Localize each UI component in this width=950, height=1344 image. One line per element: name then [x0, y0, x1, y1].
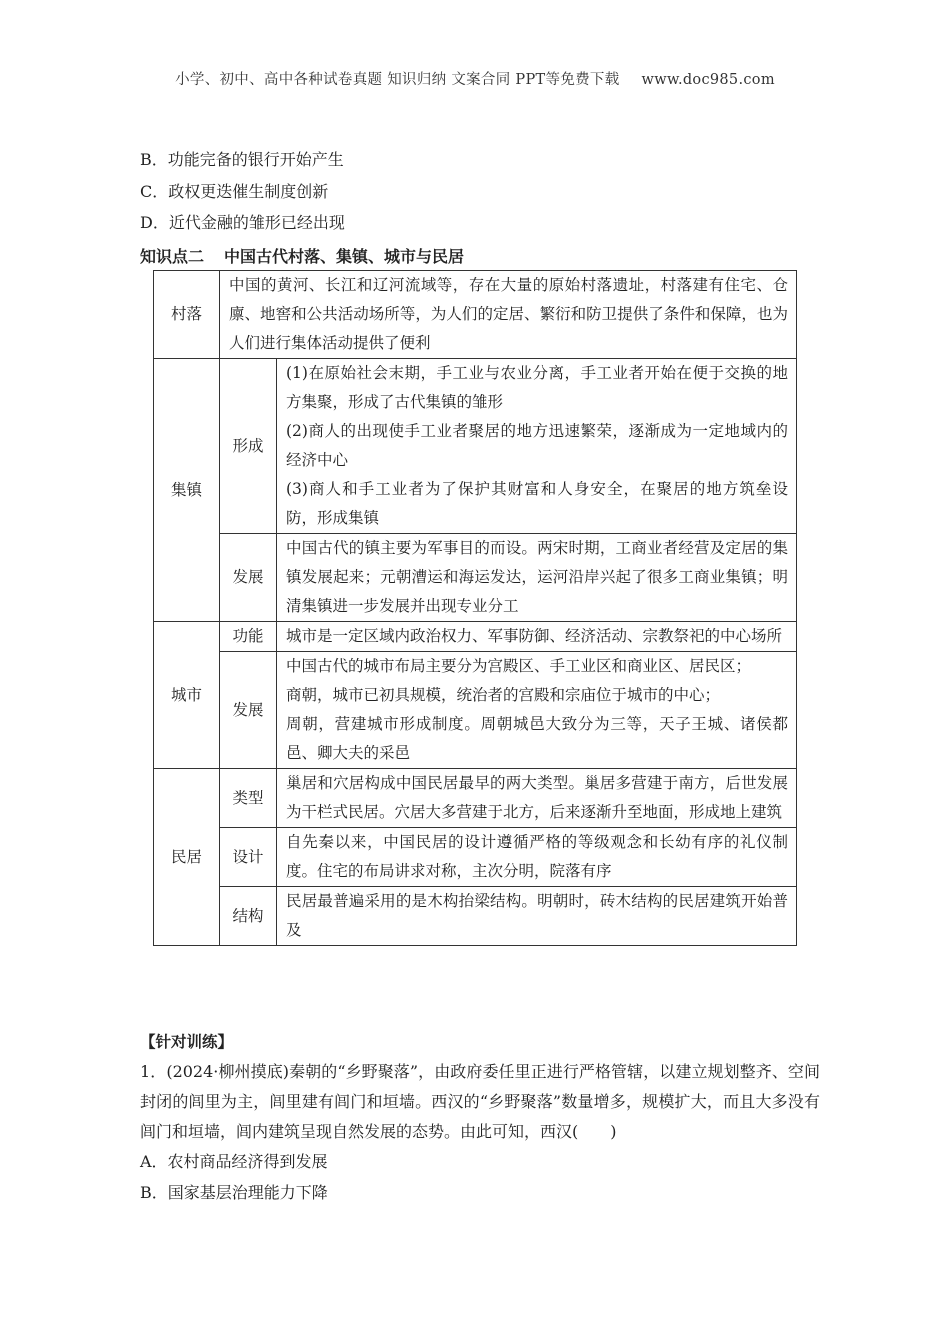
knowledge-table: [153, 270, 797, 946]
option-b-prev: B．功能完备的银行开始产生: [140, 150, 344, 169]
subcategory-cell: 功能: [220, 622, 277, 652]
section-label: 知识点二: [140, 247, 205, 266]
table-row: [154, 769, 797, 828]
content-paragraph: (1)在原始社会末期，手工业与农业分离，手工业者开始在便于交换的地方集聚，形成了古代集镇的雏形: [286, 364, 788, 411]
content-cell: [277, 652, 797, 769]
content-paragraph: 周朝，营建城市形成制度。周朝城邑大致分为三等，天子王城、诸侯都邑、卿大夫的采邑: [286, 715, 788, 762]
subcategory-cell: 发展: [220, 534, 277, 622]
subcategory-cell: 结构: [220, 887, 277, 946]
section-title: [140, 244, 464, 267]
table-row: [154, 828, 797, 887]
category-cell: 民居: [154, 769, 220, 946]
section-heading: 中国古代村落、集镇、城市与民居: [224, 247, 465, 266]
content-paragraph: (3)商人和手工业者为了保护其财富和人身安全，在聚居的地方筑垒设防，形成集镇: [286, 480, 788, 527]
content-cell: [277, 359, 797, 534]
practice-title: 【针对训练】: [140, 1032, 234, 1051]
table-row: [154, 622, 797, 652]
content-cell: 中国的黄河、长江和辽河流域等，存在大量的原始村落遗址，村落建有住宅、仓廪、地窖和公共活动场所等，为人们的定居、繁衍和防卫提供了条件和保障，也为人们进行集体活动提供了便利: [220, 271, 797, 359]
option-a: A．农村商品经济得到发展: [140, 1152, 328, 1171]
content-cell: 自先秦以来，中国民居的设计遵循严格的等级观念和长幼有序的礼仪制度。住宅的布局讲求对称，主次分明，院落有序: [277, 828, 797, 887]
subcategory-cell: 形成: [220, 359, 277, 534]
content-paragraph: 商朝，城市已初具规模，统治者的宫殿和宗庙位于城市的中心；: [286, 686, 721, 704]
table-row: [154, 271, 797, 359]
content-cell: 中国古代的镇主要为军事目的而设。两宋时期，工商业者经营及定居的集镇发展起来；元朝漕运和海运发达，运河沿岸兴起了很多工商业集镇；明清集镇进一步发展并出现专业分工: [277, 534, 797, 622]
content-paragraph: (2)商人的出现使手工业者聚居的地方迅速繁荣，逐渐成为一定地域内的经济中心: [286, 422, 788, 469]
header-text: 小学、初中、高中各种试卷真题 知识归纳 文案合同 PPT等免费下载: [175, 72, 620, 88]
question-text: 1．(2024·柳州摸底)秦朝的“乡野聚落”，由政府委任里正进行严格管辖，以建立规划整齐、空间封闭的闾里为主，闾里建有闾门和垣墙。西汉的“乡野聚落”数量增多，规模扩大，而且大多没有闾门和垣墙，闾内建筑呈现自然发展的态势。由此可知，西汉( ): [140, 1062, 820, 1141]
option-c-prev: C．政权更迭催生制度创新: [140, 182, 329, 201]
option-b: B．国家基层治理能力下降: [140, 1183, 328, 1202]
subcategory-cell: 发展: [220, 652, 277, 769]
option-d-prev: D．近代金融的雏形已经出现: [140, 213, 345, 232]
table-row: [154, 652, 797, 769]
content-cell: 城市是一定区域内政治权力、军事防御、经济活动、宗教祭祀的中心场所: [277, 622, 797, 652]
header-url[interactable]: www.doc985.com: [641, 72, 775, 88]
subcategory-cell: 类型: [220, 769, 277, 828]
subcategory-cell: 设计: [220, 828, 277, 887]
content-cell: 巢居和穴居构成中国民居最早的两大类型。巢居多营建于南方，后世发展为干栏式民居。穴居大多营建于北方，后来逐渐升至地面，形成地上建筑: [277, 769, 797, 828]
category-cell: 集镇: [154, 359, 220, 622]
table-row: [154, 534, 797, 622]
page-header: [0, 68, 950, 89]
category-cell: 村落: [154, 271, 220, 359]
table-row: [154, 359, 797, 534]
content-cell: 民居最普遍采用的是木构抬梁结构。明朝时，砖木结构的民居建筑开始普及: [277, 887, 797, 946]
category-cell: 城市: [154, 622, 220, 769]
table-row: [154, 887, 797, 946]
content-paragraph: 中国古代的城市布局主要分为宫殿区、手工业区和商业区、居民区；: [286, 657, 752, 675]
